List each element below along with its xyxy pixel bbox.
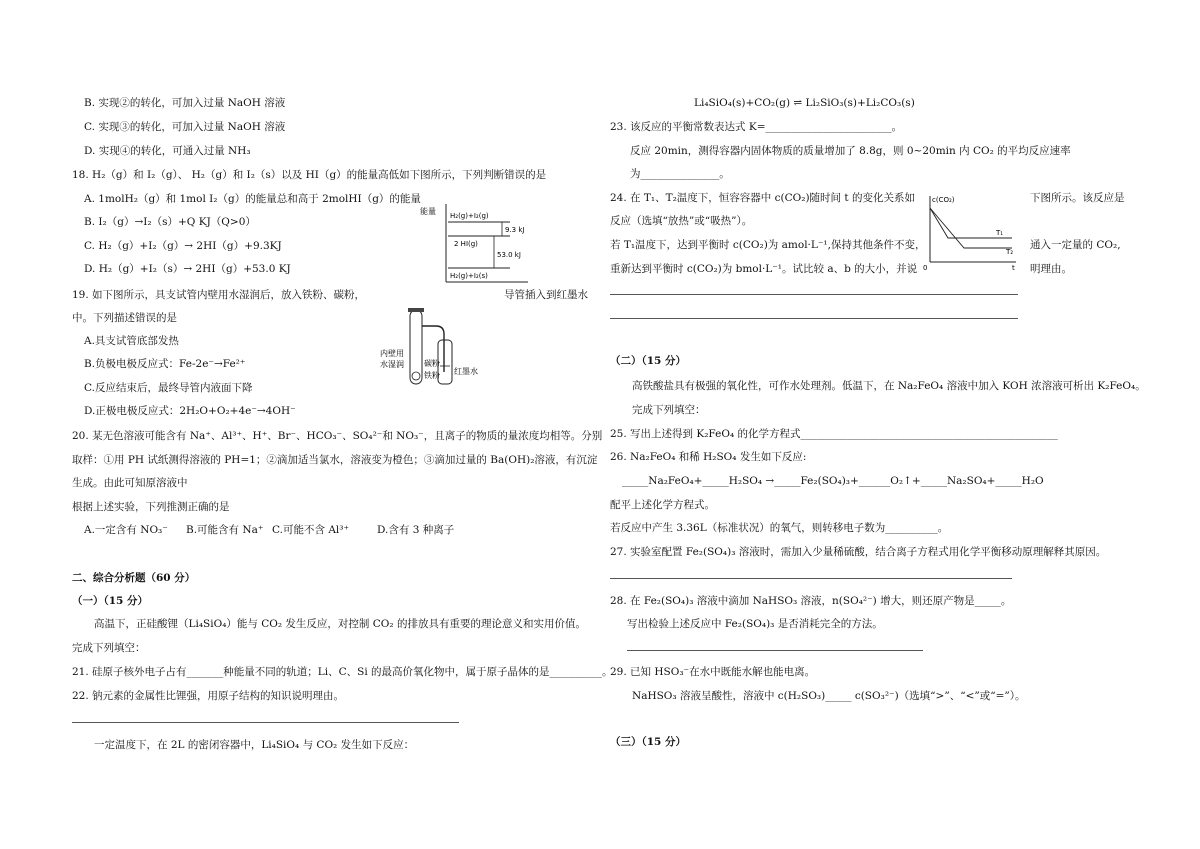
q23-rate: 反应 20min，测得容器内固体物质的质量增加了 8.8g，则 0~20min 内 CO₂ 的平均反应速率 bbox=[630, 145, 1071, 157]
q24-t2-label: T₂ bbox=[1006, 248, 1014, 256]
q18-level-top: H₂(g)+I₂(g) bbox=[450, 212, 489, 220]
q18-ylabel: 能量 bbox=[420, 207, 436, 216]
q19-option-c: C.反应结束后，最终导管内液面下降 bbox=[84, 382, 253, 394]
q24-concentration-graph bbox=[920, 192, 1020, 272]
q24-answer-line-2 bbox=[610, 318, 1018, 319]
q25: 25. 写出上述得到 K₂FeO₄ 的化学方程式_________________________________________________ bbox=[610, 428, 1058, 440]
q26-equation: _____Na₂FeO₄+_____H₂SO₄ →_____Fe₂(SO₄)₃+______O₂↑+_____Na₂SO₄+_____H₂O bbox=[622, 475, 1044, 487]
q24-line-4b: 明理由。 bbox=[1030, 263, 1072, 275]
q19-apparatus-diagram bbox=[378, 306, 498, 394]
q18-option-c: C. H₂（g）+I₂（g）→ 2HI（g）+9.3KJ bbox=[84, 240, 282, 252]
q20-line-2: 取样：①用 PH 试纸测得溶液的 PH=1；②滴加适当氯水，溶液变为橙色；③滴加过量的 Ba(OH)₂溶液，有沉淀 bbox=[72, 454, 598, 466]
q20-line-3: 生成。由此可知原溶液中 bbox=[72, 477, 188, 489]
q24-line-1: 24. 在 T₁、T₂温度下，恒容容器中 c(CO₂)随时间 t 的变化关系如 bbox=[610, 192, 915, 204]
q20-option-c: C.可能不含 Al³⁺ bbox=[272, 524, 350, 536]
q24-line-1b: 下图所示。该反应是 bbox=[1030, 192, 1125, 204]
q17-option-b: B. 实现②的转化，可加入过量 NaOH 溶液 bbox=[84, 97, 286, 109]
q24-line-3: 若 T₁温度下，达到平衡时 c(CO₂)为 amol·L⁻¹,保持其他条件不变， bbox=[610, 239, 926, 251]
q27-answer-line bbox=[610, 578, 1012, 579]
q18-level-bot: H₂(g)+I₂(s) bbox=[450, 272, 488, 280]
q19-stem-c: 中。下列描述错误的是 bbox=[72, 312, 177, 324]
part-2-title: （二）（15 分） bbox=[610, 355, 687, 367]
q17-option-d: D. 实现④的转化，可通入过量 NH₃ bbox=[84, 145, 251, 157]
q19-label-carbon: 碳粉 bbox=[424, 359, 440, 368]
q18-level-mid: 2 HI(g) bbox=[454, 240, 478, 248]
section-2-title: 二、综合分析题（60 分） bbox=[72, 572, 196, 584]
q19-option-d: D.正极电极反应式：2H₂O+O₂+4e⁻→4OH⁻ bbox=[84, 405, 296, 417]
q24-origin: 0 bbox=[923, 264, 928, 272]
q18-stem: 18. H₂（g）和 I₂（g）、 H₂（g）和 I₂（s）以及 HI（g）的能量高低如下图所示，下列判断错误的是 bbox=[72, 169, 547, 181]
q19-stem-b: 导管插入到红墨水 bbox=[504, 289, 588, 301]
part-1-fill: 完成下列填空： bbox=[72, 642, 146, 654]
q26-balance: 配平上述化学方程式。 bbox=[610, 499, 715, 511]
part-3-title: （三）（15 分） bbox=[610, 736, 687, 748]
reaction-equation: Li₄SiO₄(s)+CO₂(g) ⇌ Li₂SiO₃(s)+Li₂CO₃(s) bbox=[694, 97, 915, 109]
q19-stem-a: 19. 如下图所示，具支试管内壁用水湿润后，放入铁粉、碳粉， bbox=[72, 289, 366, 301]
q18-delta-2: 53.0 kJ bbox=[497, 251, 521, 259]
q17-option-c: C. 实现③的转化，可加入过量 NaOH 溶液 bbox=[84, 121, 286, 133]
part-1-intro: 高温下，正硅酸锂（Li₄SiO₄）能与 CO₂ 发生反应，对控制 CO₂ 的排放具有重要的理论意义和实用价值。 bbox=[94, 618, 586, 630]
part-2-fill: 完成下列填空： bbox=[632, 404, 706, 416]
q18-option-d: D. H₂（g）+I₂（s）→ 2HI（g）+53.0 KJ bbox=[84, 263, 291, 275]
q23-rate-blank: 为_______________。 bbox=[630, 168, 730, 180]
q28: 28. 在 Fe₂(SO₄)₃ 溶液中滴加 NaHSO₃ 溶液，n(SO₄²⁻) 增大，则还原产物是_____。 bbox=[610, 595, 1012, 607]
q26-electrons: 若反应中产生 3.36L（标准状况）的氧气，则转移电子数为__________。 bbox=[610, 522, 949, 534]
q28-answer-line bbox=[627, 650, 923, 651]
q29-compare: NaHSO₃ 溶液呈酸性，溶液中 c(H₂SO₃)_____ c(SO₃²⁻)（选填“>”、“<”或“=”）。 bbox=[632, 690, 1026, 702]
q21: 21. 硅原子核外电子占有_______种能量不同的轨道；Li、C、Si 的最高价氧化物中，属于原子晶体的是__________。 bbox=[72, 666, 613, 678]
q19-label-iron: 铁粉 bbox=[424, 371, 440, 380]
q19-option-a: A.具支试管底部发热 bbox=[84, 335, 179, 347]
q24-ylabel: c(CO₂) bbox=[932, 196, 955, 204]
q19-option-b: B.负极电极反应式：Fe-2e⁻→Fe²⁺ bbox=[84, 358, 246, 370]
q28-check: 写出检验上述反应中 Fe₂(SO₄)₃ 是否消耗完全的方法。 bbox=[627, 618, 883, 630]
q24-line-2: 反应（选填“放热”或“吸热”）。 bbox=[610, 215, 753, 227]
q18-option-a: A. 1molH₂（g）和 1mol I₂（g）的能量总和高于 2molHI（g）的能量 bbox=[84, 193, 421, 205]
q22: 22. 钠元素的金属性比锂强，用原子结构的知识说明理由。 bbox=[72, 690, 345, 702]
q24-answer-line-1 bbox=[610, 294, 1018, 295]
q18-delta-1: 9.3 kJ bbox=[505, 226, 525, 234]
part-1-title: （一）（15 分） bbox=[72, 595, 149, 607]
q19-label-wall: 内壁用 bbox=[380, 349, 404, 358]
q23: 23. 该反应的平衡常数表达式 K=________________________。 bbox=[610, 121, 903, 133]
q20-line-4: 根据上述实验，下列推测正确的是 bbox=[72, 501, 230, 513]
q18-energy-diagram bbox=[418, 202, 538, 284]
q24-xlabel: t bbox=[1012, 264, 1015, 272]
q24-t1-label: T₁ bbox=[996, 229, 1004, 237]
q19-label-ink: 红墨水 bbox=[454, 367, 478, 376]
q24-line-3b: 通入一定量的 CO₂, bbox=[1030, 239, 1121, 251]
q20-option-d: D.含有 3 种离子 bbox=[377, 524, 455, 536]
q20-option-a: A.一定含有 NO₃⁻ bbox=[84, 524, 168, 536]
q29: 29. 已知 HSO₃⁻在水中既能水解也能电离。 bbox=[610, 666, 816, 678]
q20-option-b: B.可能含有 Na⁺ bbox=[186, 524, 264, 536]
q22-answer-line bbox=[72, 722, 459, 723]
reaction-setup: 一定温度下，在 2L 的密闭容器中，Li₄SiO₄ 与 CO₂ 发生如下反应： bbox=[94, 739, 415, 751]
q24-line-4: 重新达到平衡时 c(CO₂)为 bmol·L⁻¹。试比较 a、b 的大小，并说 bbox=[610, 263, 918, 275]
part-2-intro: 高铁酸盐具有极强的氧化性，可作水处理剂。低温下，在 Na₂FeO₄ 溶液中加入 KOH 浓溶液可析出 K₂FeO₄。 bbox=[632, 380, 1146, 392]
q18-option-b: B. I₂（g）→I₂（s）+Q KJ（Q>0） bbox=[84, 216, 256, 228]
q27: 27. 实验室配置 Fe₂(SO₄)₃ 溶液时，需加入少量稀硫酸，结合离子方程式用化学平衡移动原理解释其原因。 bbox=[610, 546, 1107, 558]
q20-line-1: 20. 某无色溶液可能含有 Na⁺、Al³⁺、H⁺、Br⁻、HCO₃⁻、SO₄²⁻和 NO₃⁻，且离子的物质的量浓度均相等。分别 bbox=[72, 430, 603, 442]
q26: 26. Na₂FeO₄ 和稀 H₂SO₄ 发生如下反应: bbox=[610, 451, 807, 463]
q19-label-wet: 水湿润 bbox=[380, 360, 404, 369]
